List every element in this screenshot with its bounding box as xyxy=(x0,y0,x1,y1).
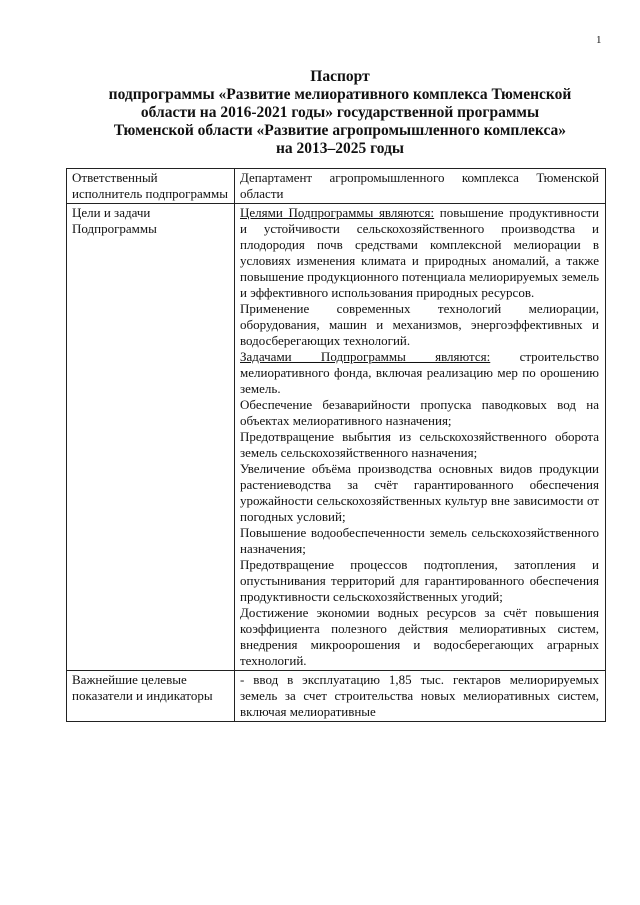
page-number: 1 xyxy=(596,34,602,46)
goals-paragraph-2: Применение современных технологий мелиорации, оборудования, машин и механизмов, энергоэффективных и водосберегающих технологий. xyxy=(240,301,599,348)
document-title xyxy=(60,68,620,158)
goals-paragraph xyxy=(240,205,599,301)
task-item: Достижение экономии водных ресурсов за счёт повышения коэффициента полезного действия мелиоративных систем, внедрения микроорошения и водосберегающих аграрных технологий. xyxy=(240,605,599,668)
goals-heading: Целями Подпрограммы являются: xyxy=(240,205,435,220)
row-label: Ответственный исполнитель подпрограммы xyxy=(67,169,235,204)
task-item: Увеличение объёма производства основных видов продукции растениеводства за счёт гарантированного обеспечения урожайности сельскохозяйственных культур вне зависимости от погодных условий; xyxy=(240,461,599,524)
row-content xyxy=(235,671,606,722)
row-content xyxy=(235,204,606,671)
task-item: Повышение водообеспеченности земель сельскохозяйственного назначения; xyxy=(240,525,599,556)
row-content xyxy=(235,169,606,204)
goals-text: повышение продуктивности и устойчивости сельскохозяйственного производства и плодородия почв средствами комплексной мелиорации в условиях изменения климата и природных аномалий, а также повышение продукционного потенциала мелиорируемых земель и эффективного использования природных ресурсов. xyxy=(240,205,599,300)
tasks-paragraph xyxy=(240,349,599,397)
row-label: Важнейшие целевые показатели и индикаторы xyxy=(67,671,235,722)
title-line: подпрограммы «Развитие мелиоративного комплекса Тюменской xyxy=(108,86,572,103)
task-item: Обеспечение безаварийности пропуска паводковых вод на объектах мелиоративного назначения; xyxy=(240,397,599,428)
title-line: на 2013–2025 годы xyxy=(275,140,405,157)
row-label: Цели и задачи Подпрограммы xyxy=(67,204,235,671)
indicators-text: - ввод в эксплуатацию 1,85 тыс. гектаров мелиорируемых земель за счет строительства новых мелиоративных систем, включая мелиоративные xyxy=(240,672,599,719)
table-row-goals xyxy=(67,204,606,671)
task-item: Предотвращение процессов подтопления, затопления и опустынивания территорий для гарантированного обеспечения продуктивности сельскохозяйственных угодий; xyxy=(240,557,599,604)
tasks-heading: Задачами Подпрограммы являются: xyxy=(240,349,491,364)
passport-table xyxy=(66,168,606,722)
task-item: Предотвращение выбытия из сельскохозяйственного оборота земель сельскохозяйственного назначения; xyxy=(240,429,599,460)
table-row-executor xyxy=(67,169,606,204)
title-line: Тюменской области «Развитие агропромышленного комплекса» xyxy=(113,122,567,139)
table-row-indicators xyxy=(67,671,606,722)
title-line: области на 2016-2021 годы» государственной программы xyxy=(140,104,540,121)
title-line: Паспорт xyxy=(310,68,370,85)
executor-text: Департамент агропромышленного комплекса Тюменской области xyxy=(240,170,599,201)
tasks-intro: строительство мелиоративного фонда, включая реализацию мер по орошению земель. xyxy=(240,349,599,396)
